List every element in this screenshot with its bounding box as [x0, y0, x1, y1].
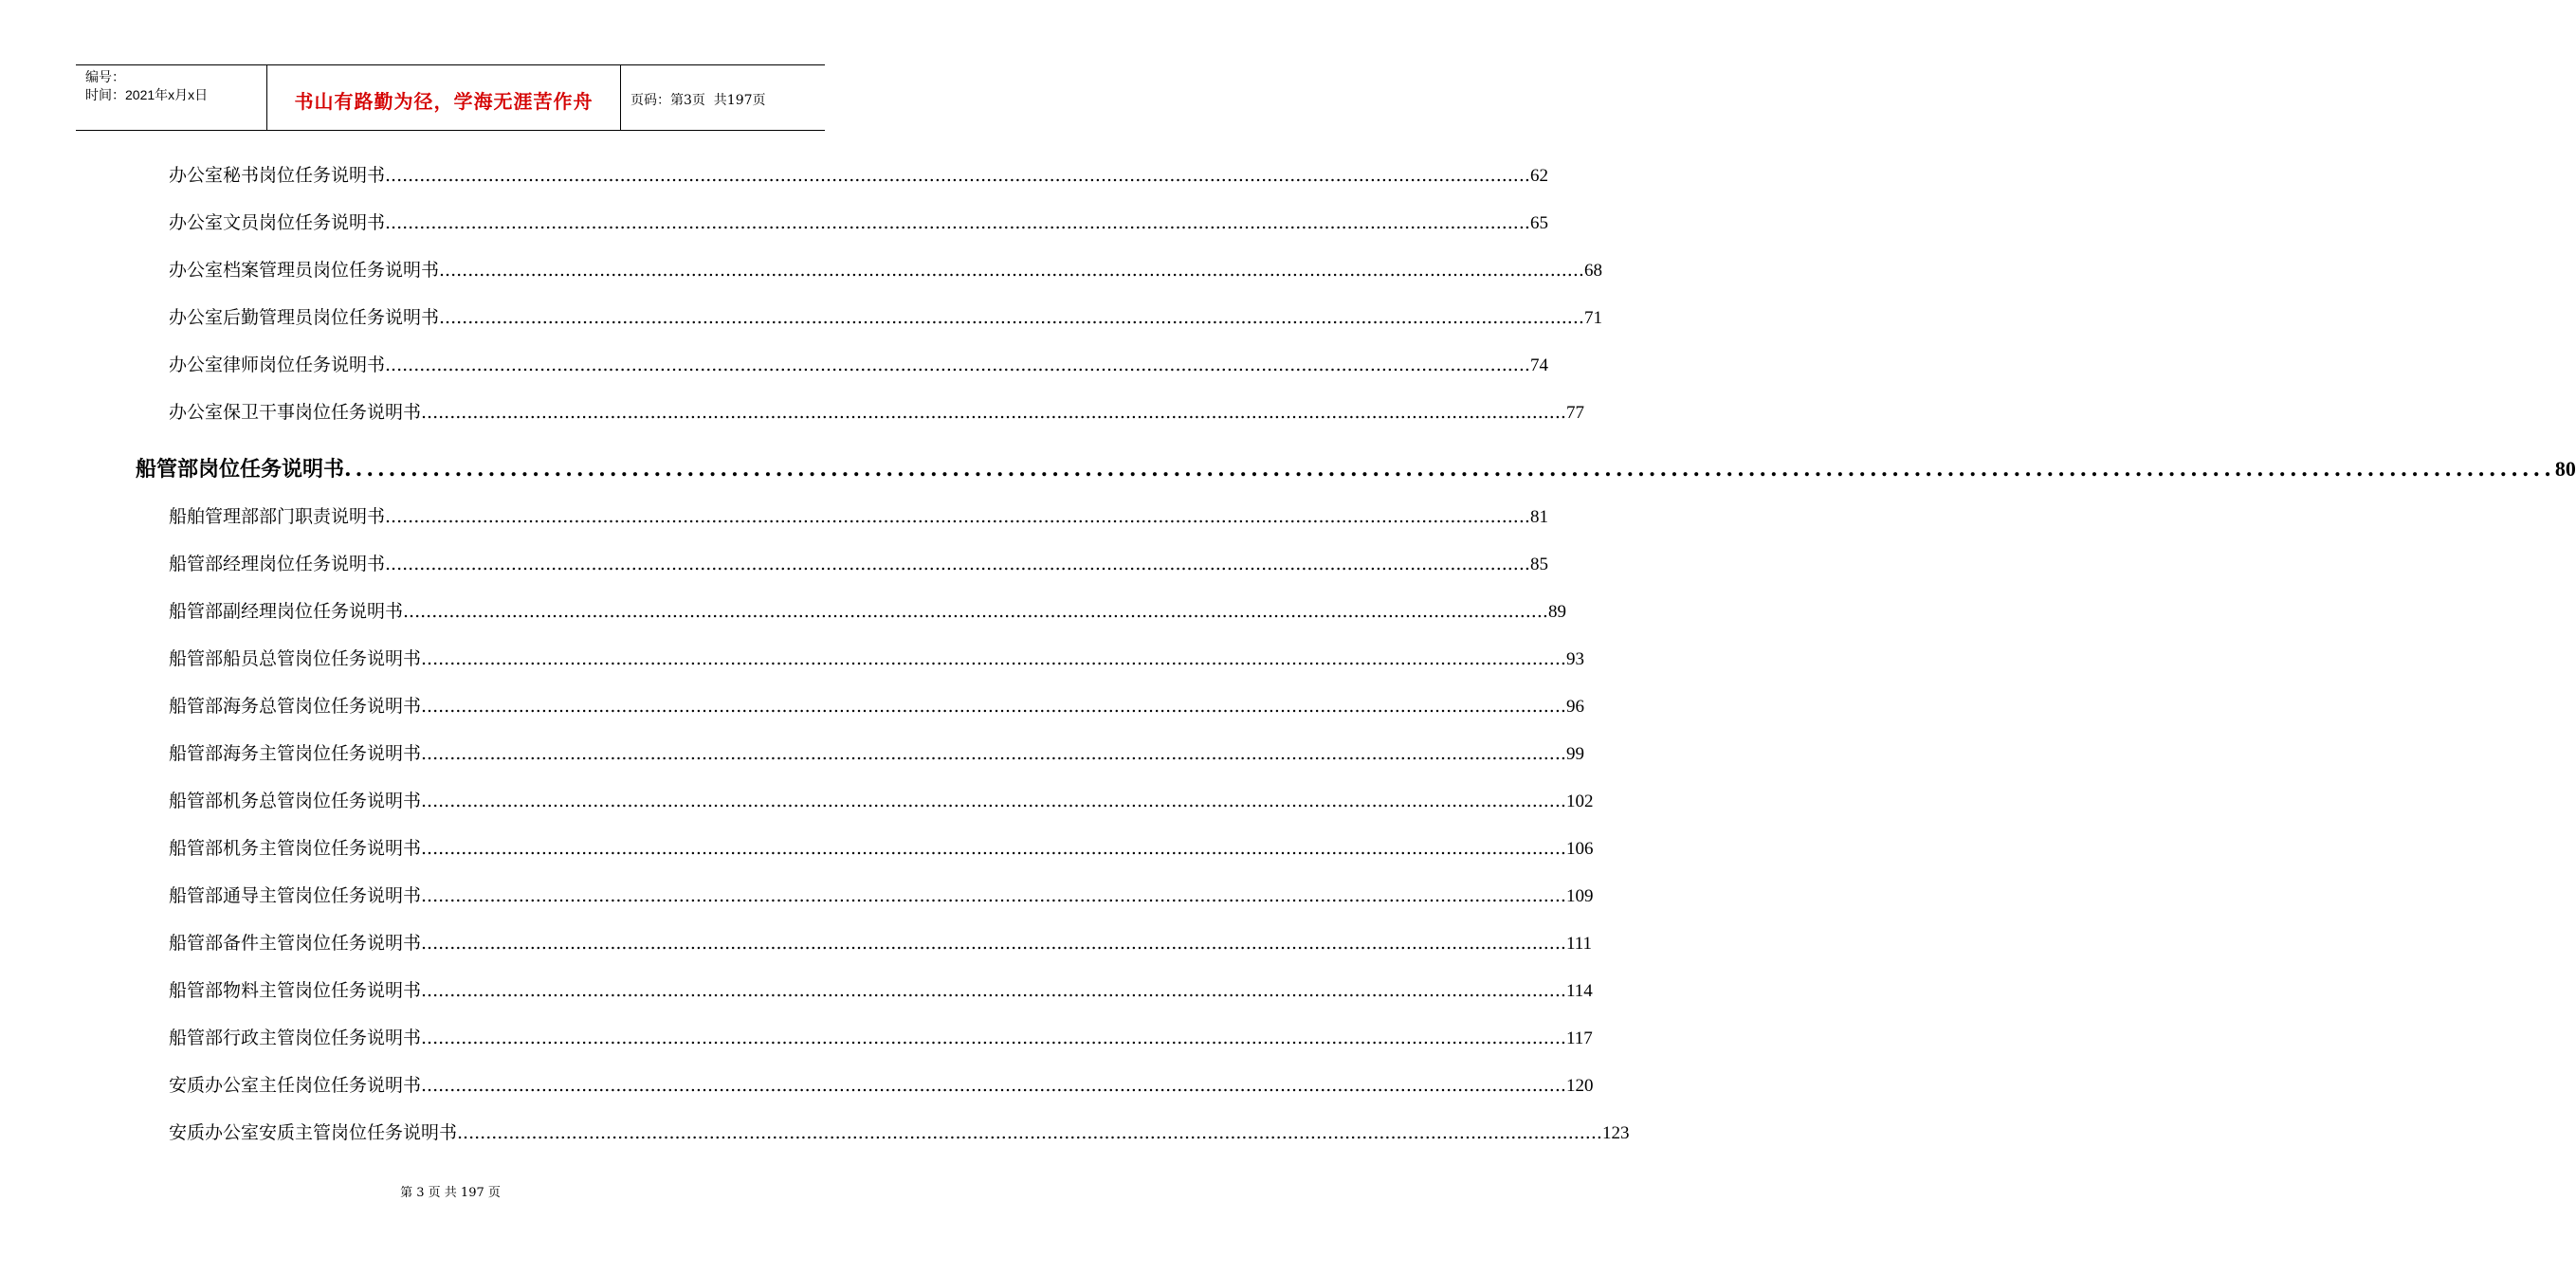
toc-dot-leader: ........................................................................................................................................................................................................: [385, 355, 1530, 375]
toc-entry-title: 船管部备件主管岗位任务说明书: [169, 933, 422, 954]
toc-entry-page-number: 102: [1565, 792, 1594, 811]
footer-page-number: 第 3 页 共 197 页: [400, 1186, 501, 1200]
toc-entry[interactable]: [169, 398, 1584, 427]
toc-entry[interactable]: [169, 351, 1548, 379]
toc-entry[interactable]: [169, 787, 1594, 815]
toc-entry-title: 办公室档案管理员岗位任务说明书: [169, 260, 440, 281]
document-number-label: 编号：: [85, 69, 125, 84]
page-footer: [0, 1182, 901, 1200]
toc-entry-page-number: 81: [1529, 507, 1548, 527]
toc-entry-title: 船管部副经理岗位任务说明书: [169, 601, 404, 622]
header-motto: 书山有路勤为径，学海无涯苦作舟: [267, 65, 621, 130]
toc-entry-title: 办公室秘书岗位任务说明书: [169, 165, 386, 186]
toc-entry-page-number: 96: [1565, 697, 1584, 717]
toc-entry-page-number: 62: [1529, 166, 1548, 186]
toc-entry-title: 船管部行政主管岗位任务说明书: [169, 1028, 422, 1048]
toc-entry-title: 船管部物料主管岗位任务说明书: [169, 980, 422, 1001]
toc-entry-title: 船管部海务总管岗位任务说明书: [169, 696, 422, 717]
toc-entry-page-number: 93: [1565, 649, 1584, 669]
toc-dot-leader: ........................................................................................................................................................................................................: [421, 791, 1566, 811]
toc-dot-leader: ........................................................................................................................................................................................................: [344, 457, 2555, 482]
toc-entry-page-number: 117: [1565, 1028, 1593, 1048]
toc-entry[interactable]: [169, 739, 1584, 768]
toc-entry-page-number: 120: [1565, 1076, 1594, 1096]
toc-entry-title: 船管部海务主管岗位任务说明书: [169, 743, 422, 764]
toc-entry-page-number: 111: [1565, 934, 1593, 954]
toc-entry[interactable]: [169, 1071, 1594, 1100]
toc-dot-leader: ........................................................................................................................................................................................................: [421, 933, 1566, 954]
toc-entry[interactable]: [169, 209, 1548, 237]
toc-entry-page-number: 123: [1601, 1123, 1630, 1143]
toc-entry[interactable]: [169, 929, 1593, 957]
toc-dot-leader: ........................................................................................................................................................................................................: [421, 980, 1566, 1001]
toc-entry-page-number: 89: [1547, 602, 1566, 622]
toc-entry-title: 办公室保卫干事岗位任务说明书: [169, 402, 422, 423]
toc-dot-leader: ........................................................................................................................................................................................................: [421, 885, 1566, 906]
toc-entry-page-number: 65: [1529, 213, 1548, 233]
toc-entry-page-number: 99: [1565, 744, 1584, 764]
toc-dot-leader: ........................................................................................................................................................................................................: [421, 838, 1566, 859]
toc-entry-page-number: 106: [1565, 839, 1594, 859]
toc-entry-title: 安质办公室主任岗位任务说明书: [169, 1075, 422, 1096]
toc-entry-page-number: 74: [1529, 355, 1548, 375]
toc-entry-title: 办公室后勤管理员岗位任务说明书: [169, 307, 440, 328]
toc-entry-page-number: 109: [1565, 886, 1594, 906]
toc-entry[interactable]: [169, 256, 1602, 284]
header-meta: [76, 65, 267, 130]
toc-dot-leader: ........................................................................................................................................................................................................: [421, 696, 1566, 717]
toc-dot-leader: ........................................................................................................................................................................................................: [421, 1075, 1566, 1096]
header-page-label: 页码：第3页 共197页: [630, 93, 766, 108]
toc-dot-leader: ........................................................................................................................................................................................................: [421, 402, 1566, 423]
toc-section-entry[interactable]: [136, 453, 2576, 483]
toc-entry[interactable]: [169, 1119, 1630, 1147]
toc-dot-leader: ........................................................................................................................................................................................................: [421, 1028, 1566, 1048]
toc-entry[interactable]: [169, 161, 1548, 190]
toc-entry[interactable]: [169, 1024, 1593, 1052]
toc-entry[interactable]: [169, 597, 1566, 626]
toc-entry-title: 办公室文员岗位任务说明书: [169, 212, 386, 233]
document-date-label: 时间：2021年x月x日: [85, 87, 209, 102]
toc-entry[interactable]: [169, 550, 1548, 578]
toc-dot-leader: ........................................................................................................................................................................................................: [403, 601, 1548, 622]
toc-dot-leader: ........................................................................................................................................................................................................: [439, 307, 1584, 328]
toc-dot-leader: ........................................................................................................................................................................................................: [385, 506, 1530, 527]
toc-entry-page-number: 77: [1565, 403, 1584, 423]
toc-entry-title: 船管部通导主管岗位任务说明书: [169, 885, 422, 906]
toc-dot-leader: ........................................................................................................................................................................................................: [385, 165, 1530, 186]
page-header: [76, 64, 825, 131]
header-page-info: [621, 65, 825, 130]
toc-entry-page-number: 80: [2554, 457, 2576, 481]
toc-dot-leader: ........................................................................................................................................................................................................: [421, 648, 1566, 669]
toc-entry-page-number: 68: [1583, 261, 1602, 281]
toc-entry-page-number: 114: [1565, 981, 1593, 1001]
toc-entry-title: 船管部船员总管岗位任务说明书: [169, 648, 422, 669]
toc-dot-leader: ........................................................................................................................................................................................................: [385, 554, 1530, 574]
toc-dot-leader: ........................................................................................................................................................................................................: [439, 260, 1584, 281]
toc-entry-title: 船管部岗位任务说明书: [136, 457, 345, 482]
toc-entry-title: 船管部机务主管岗位任务说明书: [169, 838, 422, 859]
toc-entry[interactable]: [169, 882, 1594, 910]
toc-entry-title: 船舶管理部部门职责说明书: [169, 506, 386, 527]
toc-dot-leader: ........................................................................................................................................................................................................: [421, 743, 1566, 764]
toc-entry-title: 安质办公室安质主管岗位任务说明书: [169, 1122, 458, 1143]
toc-entry-page-number: 85: [1529, 555, 1548, 574]
toc-entry-title: 船管部机务总管岗位任务说明书: [169, 791, 422, 811]
toc-entry[interactable]: [169, 834, 1594, 863]
toc-entry-title: 船管部经理岗位任务说明书: [169, 554, 386, 574]
toc-entry[interactable]: [169, 502, 1548, 531]
toc-entry[interactable]: [169, 692, 1584, 720]
toc-dot-leader: ........................................................................................................................................................................................................: [385, 212, 1530, 233]
toc-entry-title: 办公室律师岗位任务说明书: [169, 355, 386, 375]
toc-entry[interactable]: [169, 976, 1593, 1005]
toc-entry[interactable]: [169, 645, 1584, 673]
toc-dot-leader: ........................................................................................................................................................................................................: [457, 1122, 1602, 1143]
toc-entry-page-number: 71: [1583, 308, 1602, 328]
toc-entry[interactable]: [169, 303, 1602, 332]
